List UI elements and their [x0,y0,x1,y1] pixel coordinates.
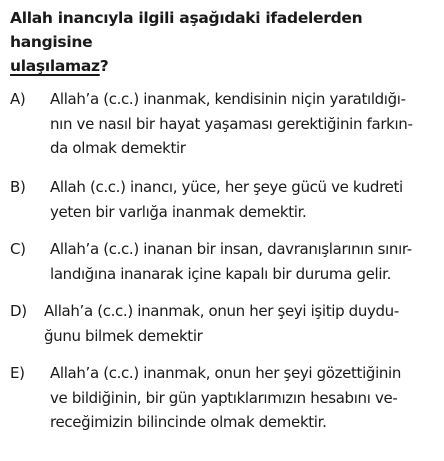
option-a-text [50,87,442,161]
question-mark: ? [99,57,109,75]
question-line-1: Allah inancıyla ilgili aşağıdaki ifadelerden hangisine [10,9,363,51]
option-e-line: receğimizin bilincinde olmak demektir. [50,413,327,431]
option-d-letter: D) [10,302,27,320]
option-c-line: Allah’a (c.c.) inanan bir insan, davranışlarının sınır- [50,240,412,258]
option-d-line: ğunu bilmek demektir [44,326,203,345]
option-e-text [50,361,442,435]
option-e-letter: E) [10,364,25,382]
question-stem [10,6,438,78]
option-c-text [50,237,442,286]
option-a-line: nın ve nasıl bir hayat yaşaması gerektiğinin farkın- [50,114,413,133]
option-a-line: da olmak demektir [50,139,186,157]
option-d-line: Allah’a (c.c.) inanmak, onun her şeyi işitip duydu- [44,302,399,320]
question-emphasis: ulaşılamaz [10,57,100,75]
option-b-text [50,175,442,224]
option-c-line: landığına inanarak içine kapalı bir duruma gelir. [50,264,391,283]
option-e-line: ve bildiğinin, bir gün yaptıklarımızın hesabını ve- [50,388,398,407]
option-b-line: yeten bir varlığa inanmak demektir. [50,202,307,221]
option-c-letter: C) [10,240,26,258]
option-d-text [44,299,436,348]
option-b-letter: B) [10,178,26,196]
option-b-line: Allah (c.c.) inancı, yüce, her şeye gücü ve kudreti [50,178,403,196]
option-a-letter: A) [10,90,26,108]
option-a-line: Allah’a (c.c.) inanmak, kendisinin niçin yaratıldığı- [50,90,406,108]
option-e-line: Allah’a (c.c.) inanmak, onun her şeyi gözettiğinin [50,364,402,382]
